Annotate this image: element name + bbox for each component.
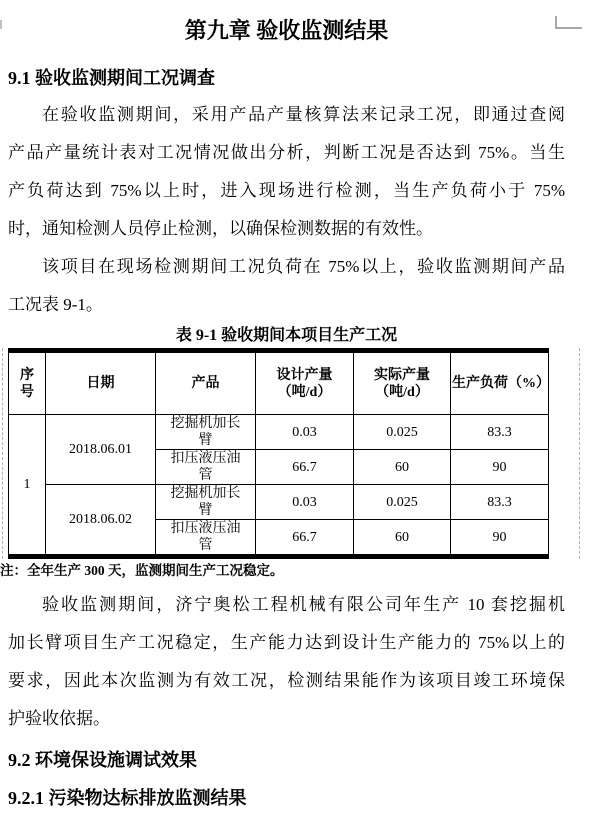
- product-cell: 挖掘机加长 臂: [156, 485, 256, 520]
- load-cell: 83.3: [451, 415, 549, 450]
- load-cell: 90: [451, 520, 549, 557]
- page-title: 第九章 验收监测结果: [184, 18, 389, 43]
- text-line: 护验收依据。: [8, 709, 110, 728]
- design-output-cell: 66.7: [256, 520, 354, 557]
- load-cell: 90: [451, 450, 549, 485]
- production-table: [8, 348, 549, 559]
- header-cell: 实际产量 （吨/d）: [354, 351, 451, 415]
- table-row: [9, 415, 549, 450]
- header-cell: 序 号: [9, 351, 46, 415]
- actual-output-cell: 0.025: [354, 485, 451, 520]
- actual-output-cell: 0.025: [354, 415, 451, 450]
- text-line: 产品产量统计表对工况情况做出分析，判断工况是否达到 75%。当生: [8, 143, 565, 162]
- load-cell: 83.3: [451, 485, 549, 520]
- text-boundary-corner-top-right: [555, 16, 582, 29]
- text-line: 工况表 9-1。: [8, 295, 103, 314]
- text-line: 要求，因此本次监测为有效工况，检测结果能作为该项目竣工环境保: [8, 671, 565, 690]
- table-zone: [0, 348, 601, 559]
- paragraph-2: [8, 248, 565, 324]
- seq-cell: 1: [9, 415, 46, 557]
- text-line: 时，通知检测人员停止检测，以确保检测数据的有效性。: [8, 219, 433, 238]
- design-output-cell: 66.7: [256, 450, 354, 485]
- table-header-row: [9, 351, 549, 415]
- table-row: [9, 485, 549, 520]
- document-page: [0, 16, 601, 821]
- paragraph-3: [8, 586, 565, 738]
- table-note: 注：全年生产 300 天，监测期间生产工况稳定。: [0, 563, 284, 578]
- product-cell: 挖掘机加长 臂: [156, 415, 256, 450]
- text-line: 该项目在现场检测期间工况负荷在 75%以上，验收监测期间产品: [42, 257, 565, 276]
- product-cell: 扣压液压油 管: [156, 450, 256, 485]
- actual-output-cell: 60: [354, 520, 451, 557]
- text-line: 加长臂项目生产工况稳定，生产能力达到设计生产能力的 75%以上的: [8, 633, 565, 652]
- text-line: 产负荷达到 75%以上时，进入现场进行检测，当生产负荷小于 75%: [8, 181, 565, 200]
- text-line: 在验收监测期间，采用产品产量核算法来记录工况，即通过查阅: [42, 105, 565, 124]
- date-cell: 2018.06.01: [46, 415, 156, 485]
- section-heading-9-2: 9.2 环境保设施调试效果: [8, 750, 197, 770]
- design-output-cell: 0.03: [256, 415, 354, 450]
- header-cell: 日期: [46, 351, 156, 415]
- section-heading-9-1: 9.1 验收监测期间工况调查: [8, 68, 215, 88]
- product-cell: 扣压液压油 管: [156, 520, 256, 557]
- header-cell: 产品: [156, 351, 256, 415]
- text-line: 验收监测期间，济宁奥松工程机械有限公司年生产 10 套挖掘机: [42, 595, 565, 614]
- header-cell: 生产负荷（%）: [451, 351, 549, 415]
- paragraph-1: [8, 96, 565, 248]
- header-cell: 设计产量 （吨/d）: [256, 351, 354, 415]
- table-body: [9, 415, 549, 557]
- text-boundary-right: [579, 348, 580, 559]
- text-boundary-left: [2, 348, 3, 559]
- design-output-cell: 0.03: [256, 485, 354, 520]
- table-caption: 表 9-1 验收期间本项目生产工况: [175, 327, 398, 344]
- section-heading-9-2-1: 9.2.1 污染物达标排放监测结果: [8, 788, 247, 808]
- actual-output-cell: 60: [354, 450, 451, 485]
- text-boundary-corner-top-left: [0, 20, 2, 29]
- date-cell: 2018.06.02: [46, 485, 156, 557]
